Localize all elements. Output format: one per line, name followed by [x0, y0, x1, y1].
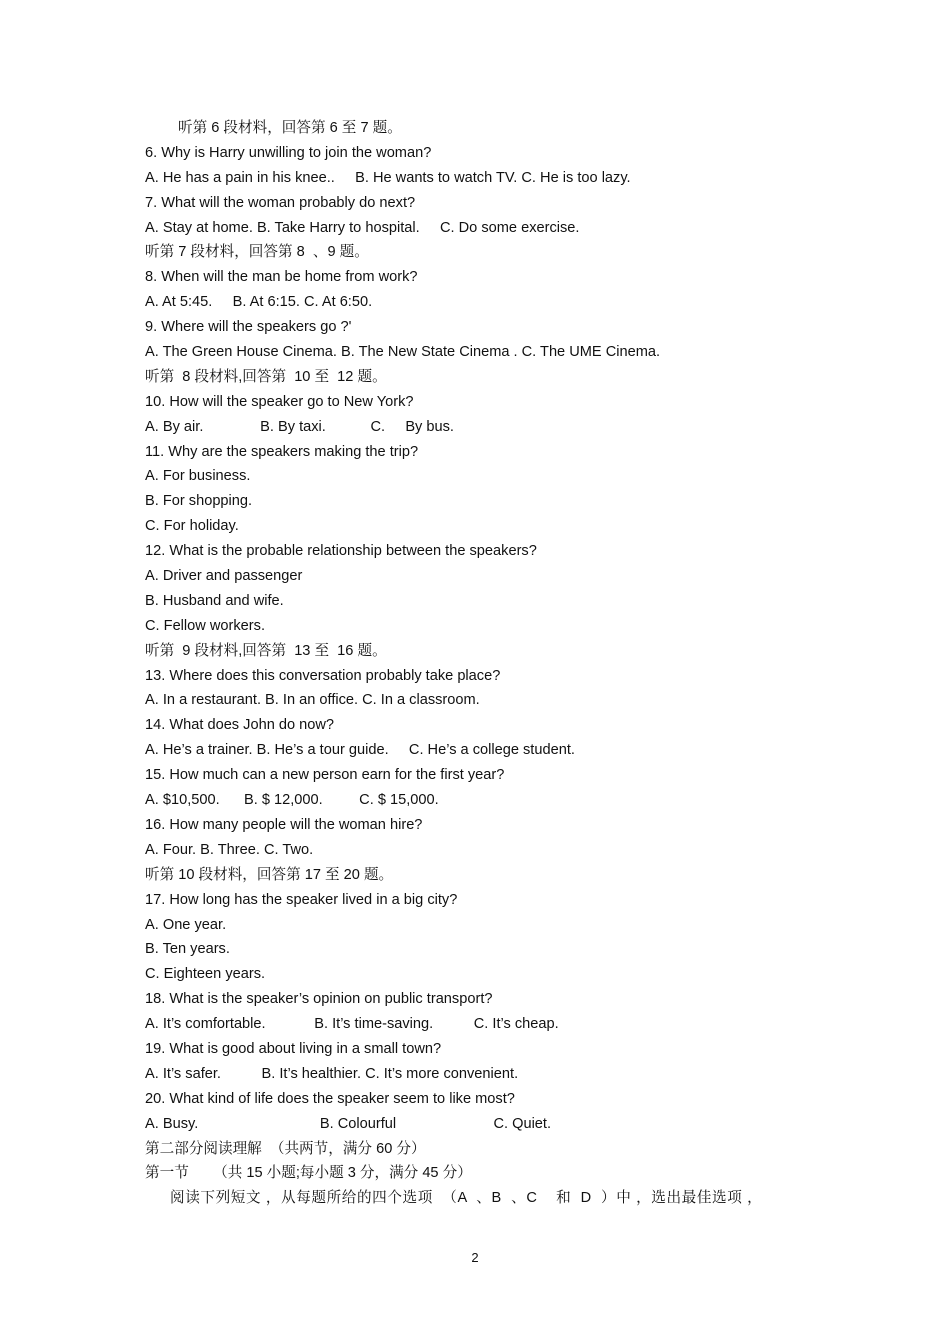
- section-heading-10: 听第 10 段材料，回答第 17 至 20 题。: [145, 866, 394, 883]
- options-8: A. At 5:45. B. At 6:15. C. At 6:50.: [145, 294, 373, 311]
- reading-instructions: 阅读下列短文 ，从每题所给的四个选项 （A 、B 、C 和 D ）中 ，选出最佳选项 ，: [170, 1190, 763, 1207]
- options-15: A. $10,500. B. $ 12,000. C. $ 15,000.: [145, 792, 439, 809]
- options-20: A. Busy. B. Colourful C. Quiet.: [145, 1115, 552, 1132]
- option-11-a: A. For business.: [145, 468, 251, 485]
- question-8: 8. When will the man be home from work?: [145, 269, 418, 286]
- options-10: A. By air. B. By taxi. C. By bus.: [145, 418, 454, 435]
- question-14: 14. What does John do now?: [145, 717, 335, 734]
- options-19: A. It’s safer. B. It’s healthier. C. It’s more convenient.: [145, 1065, 519, 1082]
- page-content: [145, 116, 825, 1211]
- option-17-c: C. Eighteen years.: [145, 966, 266, 983]
- options-14: A. He’s a trainer. B. He’s a tour guide. C. He’s a college student.: [145, 742, 575, 759]
- question-19: 19. What is good about living in a small town?: [145, 1040, 442, 1057]
- question-15: 15. How much can a new person earn for the first year?: [145, 767, 505, 784]
- options-7: A. Stay at home. B. Take Harry to hospital. C. Do some exercise.: [145, 219, 580, 236]
- question-9: 9. Where will the speakers go ?': [145, 319, 352, 336]
- options-16: A. Four. B. Three. C. Two.: [145, 841, 314, 858]
- question-18: 18. What is the speaker’s opinion on public transport?: [145, 991, 493, 1008]
- options-6: A. He has a pain in his knee.. B. He wants to watch TV. C. He is too lazy.: [145, 169, 631, 186]
- option-12-c: C. Fellow workers.: [145, 617, 266, 634]
- question-17: 17. How long has the speaker lived in a big city?: [145, 891, 458, 908]
- options-18: A. It’s comfortable. B. It’s time-saving. C. It’s cheap.: [145, 1016, 559, 1033]
- section-one-heading: 第一节 （共 15 小题;每小题 3 分，满分 45 分）: [145, 1165, 472, 1182]
- question-6: 6. Why is Harry unwilling to join the woman?: [145, 144, 432, 161]
- section-heading-8: 听第 8 段材料,回答第 10 至 12 题。: [145, 368, 387, 385]
- section-heading-9: 听第 9 段材料,回答第 13 至 16 题。: [145, 642, 387, 659]
- option-12-a: A. Driver and passenger: [145, 568, 303, 585]
- section-heading-7: 听第 7 段材料，回答第 8 、9 题。: [145, 244, 369, 261]
- option-17-a: A. One year.: [145, 916, 227, 933]
- option-11-c: C. For holiday.: [145, 518, 239, 535]
- question-7: 7. What will the woman probably do next?: [145, 194, 416, 211]
- page-number: 2: [471, 1250, 479, 1265]
- option-12-b: B. Husband and wife.: [145, 592, 284, 609]
- part-two-heading: 第二部分阅读理解 （共两节，满分 60 分）: [145, 1140, 426, 1157]
- question-20: 20. What kind of life does the speaker seem to like most?: [145, 1090, 515, 1107]
- question-11: 11. Why are the speakers making the trip?: [145, 443, 419, 460]
- question-10: 10. How will the speaker go to New York?: [145, 393, 414, 410]
- question-12: 12. What is the probable relationship between the speakers?: [145, 543, 537, 560]
- options-9: A. The Green House Cinema. B. The New State Cinema . C. The UME Cinema.: [145, 344, 661, 361]
- question-13: 13. Where does this conversation probably take place?: [145, 667, 501, 684]
- options-13: A. In a restaurant. B. In an office. C. In a classroom.: [145, 692, 480, 709]
- question-16: 16. How many people will the woman hire?: [145, 816, 423, 833]
- option-17-b: B. Ten years.: [145, 941, 230, 958]
- section-heading-6: 听第 6 段材料，回答第 6 至 7 题。: [178, 120, 402, 136]
- option-11-b: B. For shopping.: [145, 493, 253, 510]
